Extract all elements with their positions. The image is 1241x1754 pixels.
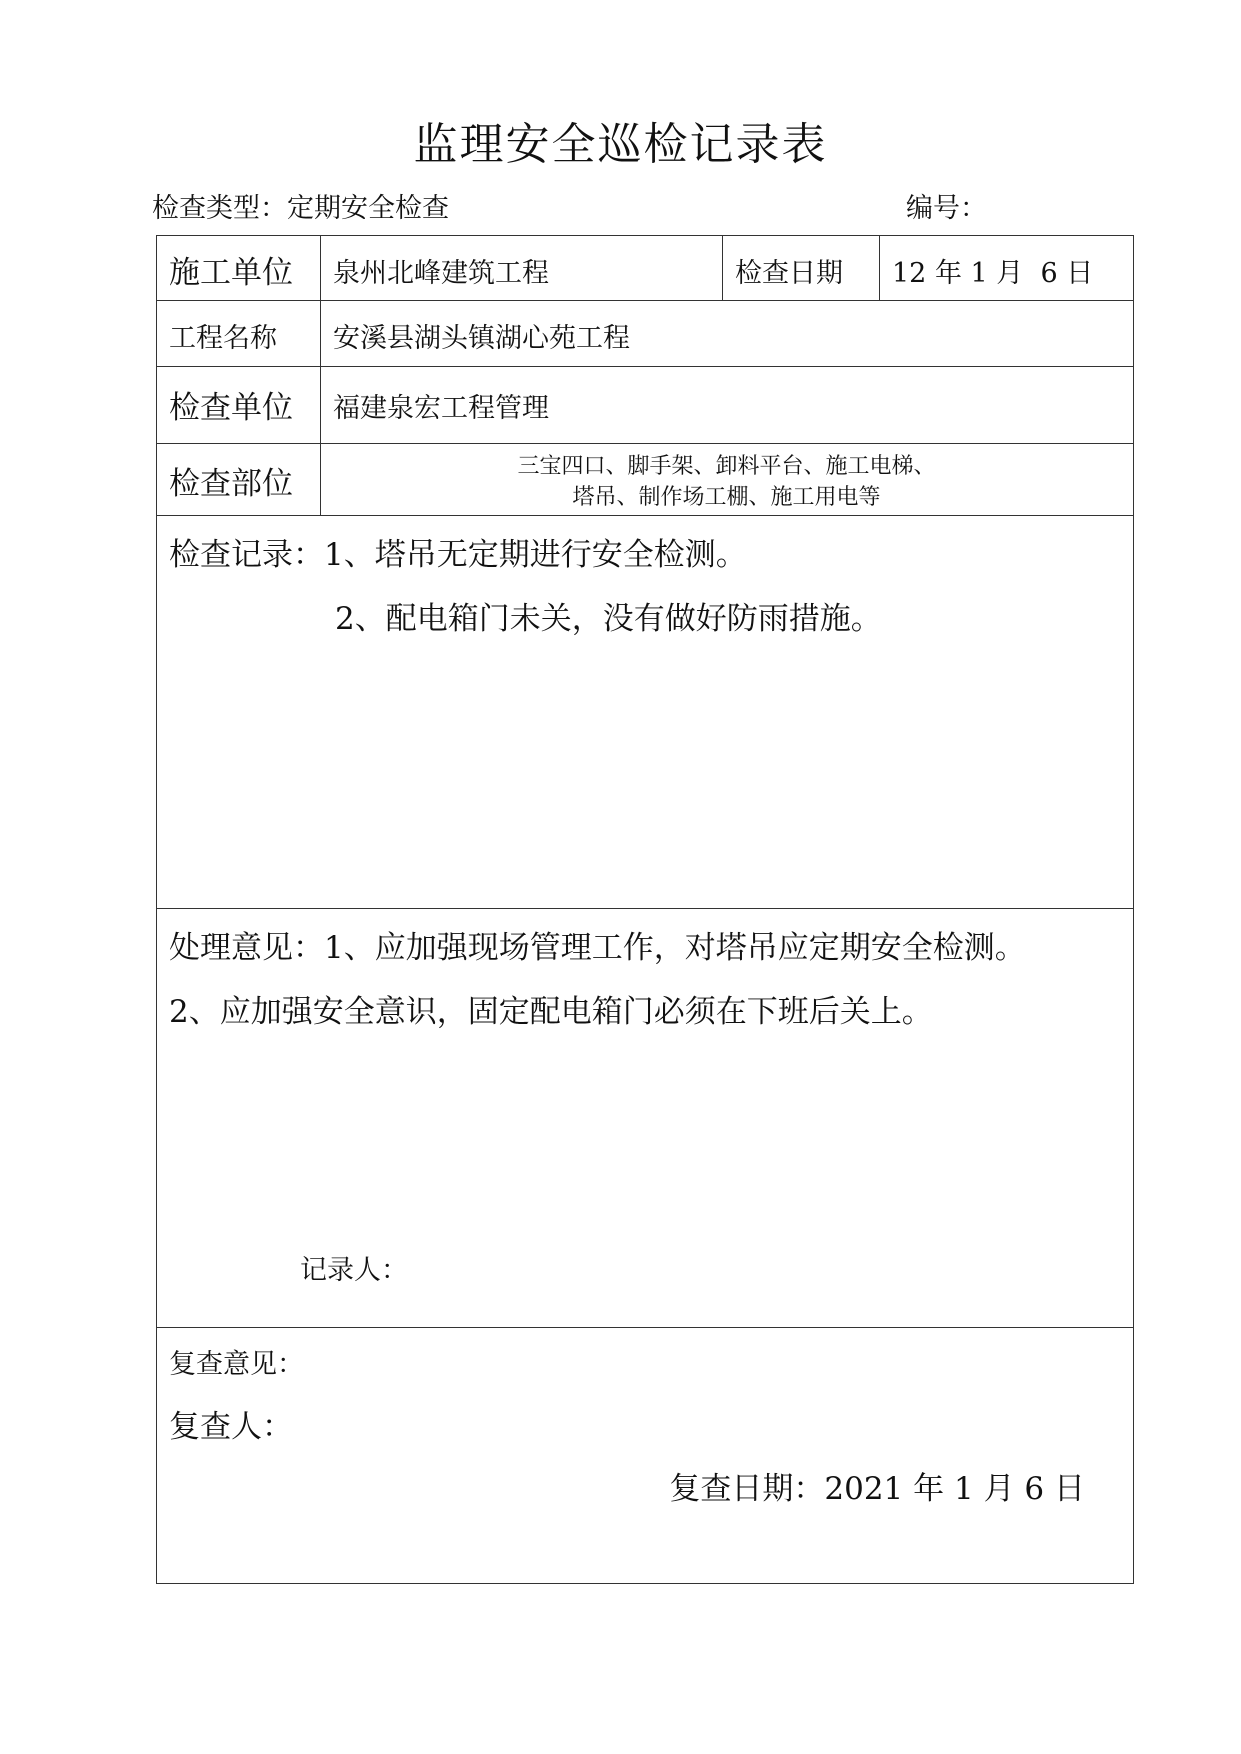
inspection-parts-value: [320, 445, 1133, 519]
column-divider: [879, 236, 880, 300]
inspection-unit-value: 福建泉宏工程管理: [333, 393, 549, 424]
row-divider: [157, 443, 1133, 444]
review-opinion-label: 复查意见：: [169, 1349, 304, 1380]
serial-number-label: 编号：: [906, 193, 987, 224]
row-divider: [157, 300, 1133, 301]
inspection-form-table: [156, 235, 1134, 1584]
inspection-record-line-2: 2、配电箱门未关，没有做好防雨措施。: [335, 601, 882, 637]
inspection-date-label: 检查日期: [735, 258, 843, 289]
column-divider: [722, 236, 723, 300]
inspection-parts-label: 检查部位: [169, 466, 293, 502]
page-title: 监理安全巡检记录表: [413, 119, 828, 170]
row-divider: [157, 908, 1133, 909]
project-name-label: 工程名称: [169, 323, 277, 354]
construction-unit-label: 施工单位: [169, 255, 293, 291]
handling-opinion-line-2: 2、应加强安全意识，固定配电箱门必须在下班后关上。: [169, 994, 933, 1030]
row-divider: [157, 1327, 1133, 1328]
inspection-parts-line-2: 塔吊、制作场工棚、施工用电等: [572, 485, 881, 510]
construction-unit-value: 泉州北峰建筑工程: [333, 258, 549, 289]
inspection-parts-line-1: 三宝四口、脚手架、卸料平台、施工电梯、: [517, 454, 936, 479]
review-date: 复查日期：2021 年 1 月 6 日: [669, 1471, 1085, 1507]
inspection-record-line-1: 检查记录：1、塔吊无定期进行安全检测。: [169, 537, 747, 573]
inspection-date-value: 12 年 1 月 6 日: [892, 258, 1094, 289]
reviewer-label: 复查人：: [169, 1409, 293, 1445]
handling-opinion-line-1: 处理意见：1、应加强现场管理工作，对塔吊应定期安全检测。: [169, 930, 1026, 966]
project-name-value: 安溪县湖头镇湖心苑工程: [333, 323, 630, 354]
inspection-type: 检查类型：定期安全检查: [152, 193, 449, 224]
inspection-unit-label: 检查单位: [169, 390, 293, 426]
row-divider: [157, 366, 1133, 367]
recorder-label: 记录人：: [300, 1255, 408, 1286]
